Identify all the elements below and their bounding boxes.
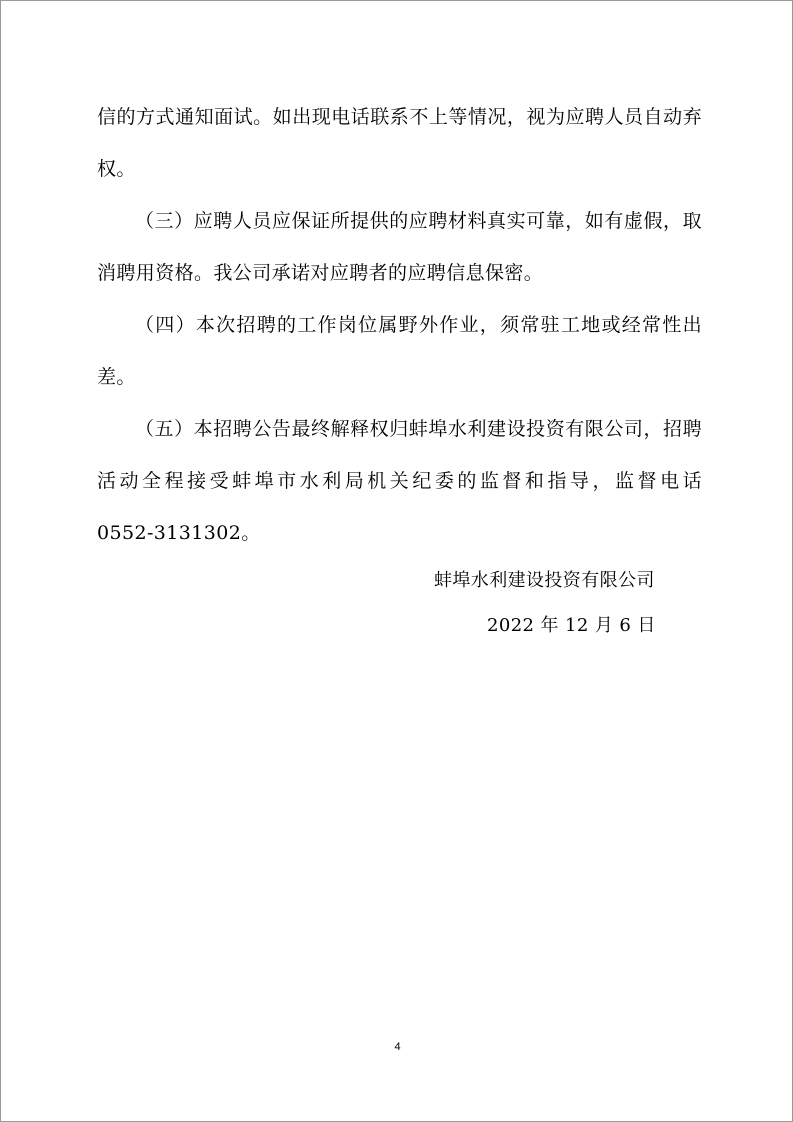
signature-date: 2022 年 12 月 6 日 — [487, 615, 656, 636]
paragraph-line: 0552-3131302。 — [97, 522, 261, 544]
paragraph-continuation — [97, 91, 702, 195]
page-number: 4 — [394, 1041, 401, 1053]
paragraph-item-5 — [97, 403, 702, 559]
paragraph-line: （三）应聘人员应保证所提供的应聘材料真实可靠，如有虚假，取 — [135, 210, 702, 232]
document-body — [97, 91, 702, 559]
paragraph-line: 活动全程接受蚌埠市水利局机关纪委的监督和指导，监督电话 — [97, 470, 702, 492]
paragraph-line: （五）本招聘公告最终解释权归蚌埠水利建设投资有限公司，招聘 — [135, 418, 702, 440]
paragraph-line: 消聘用资格。我公司承诺对应聘者的应聘信息保密。 — [97, 262, 544, 284]
paragraph-line: 差。 — [97, 366, 136, 388]
paragraph-line: （四）本次招聘的工作岗位属野外作业，须常驻工地或经常性出 — [135, 314, 702, 336]
paragraph-line: 权。 — [97, 158, 136, 180]
paragraph-item-3 — [97, 195, 702, 299]
paragraph-item-4 — [97, 299, 702, 403]
paragraph-line: 信的方式通知面试。如出现电话联系不上等情况，视为应聘人员自动弃 — [97, 106, 702, 128]
signature-company: 蚌埠水利建设投资有限公司 — [434, 570, 655, 591]
